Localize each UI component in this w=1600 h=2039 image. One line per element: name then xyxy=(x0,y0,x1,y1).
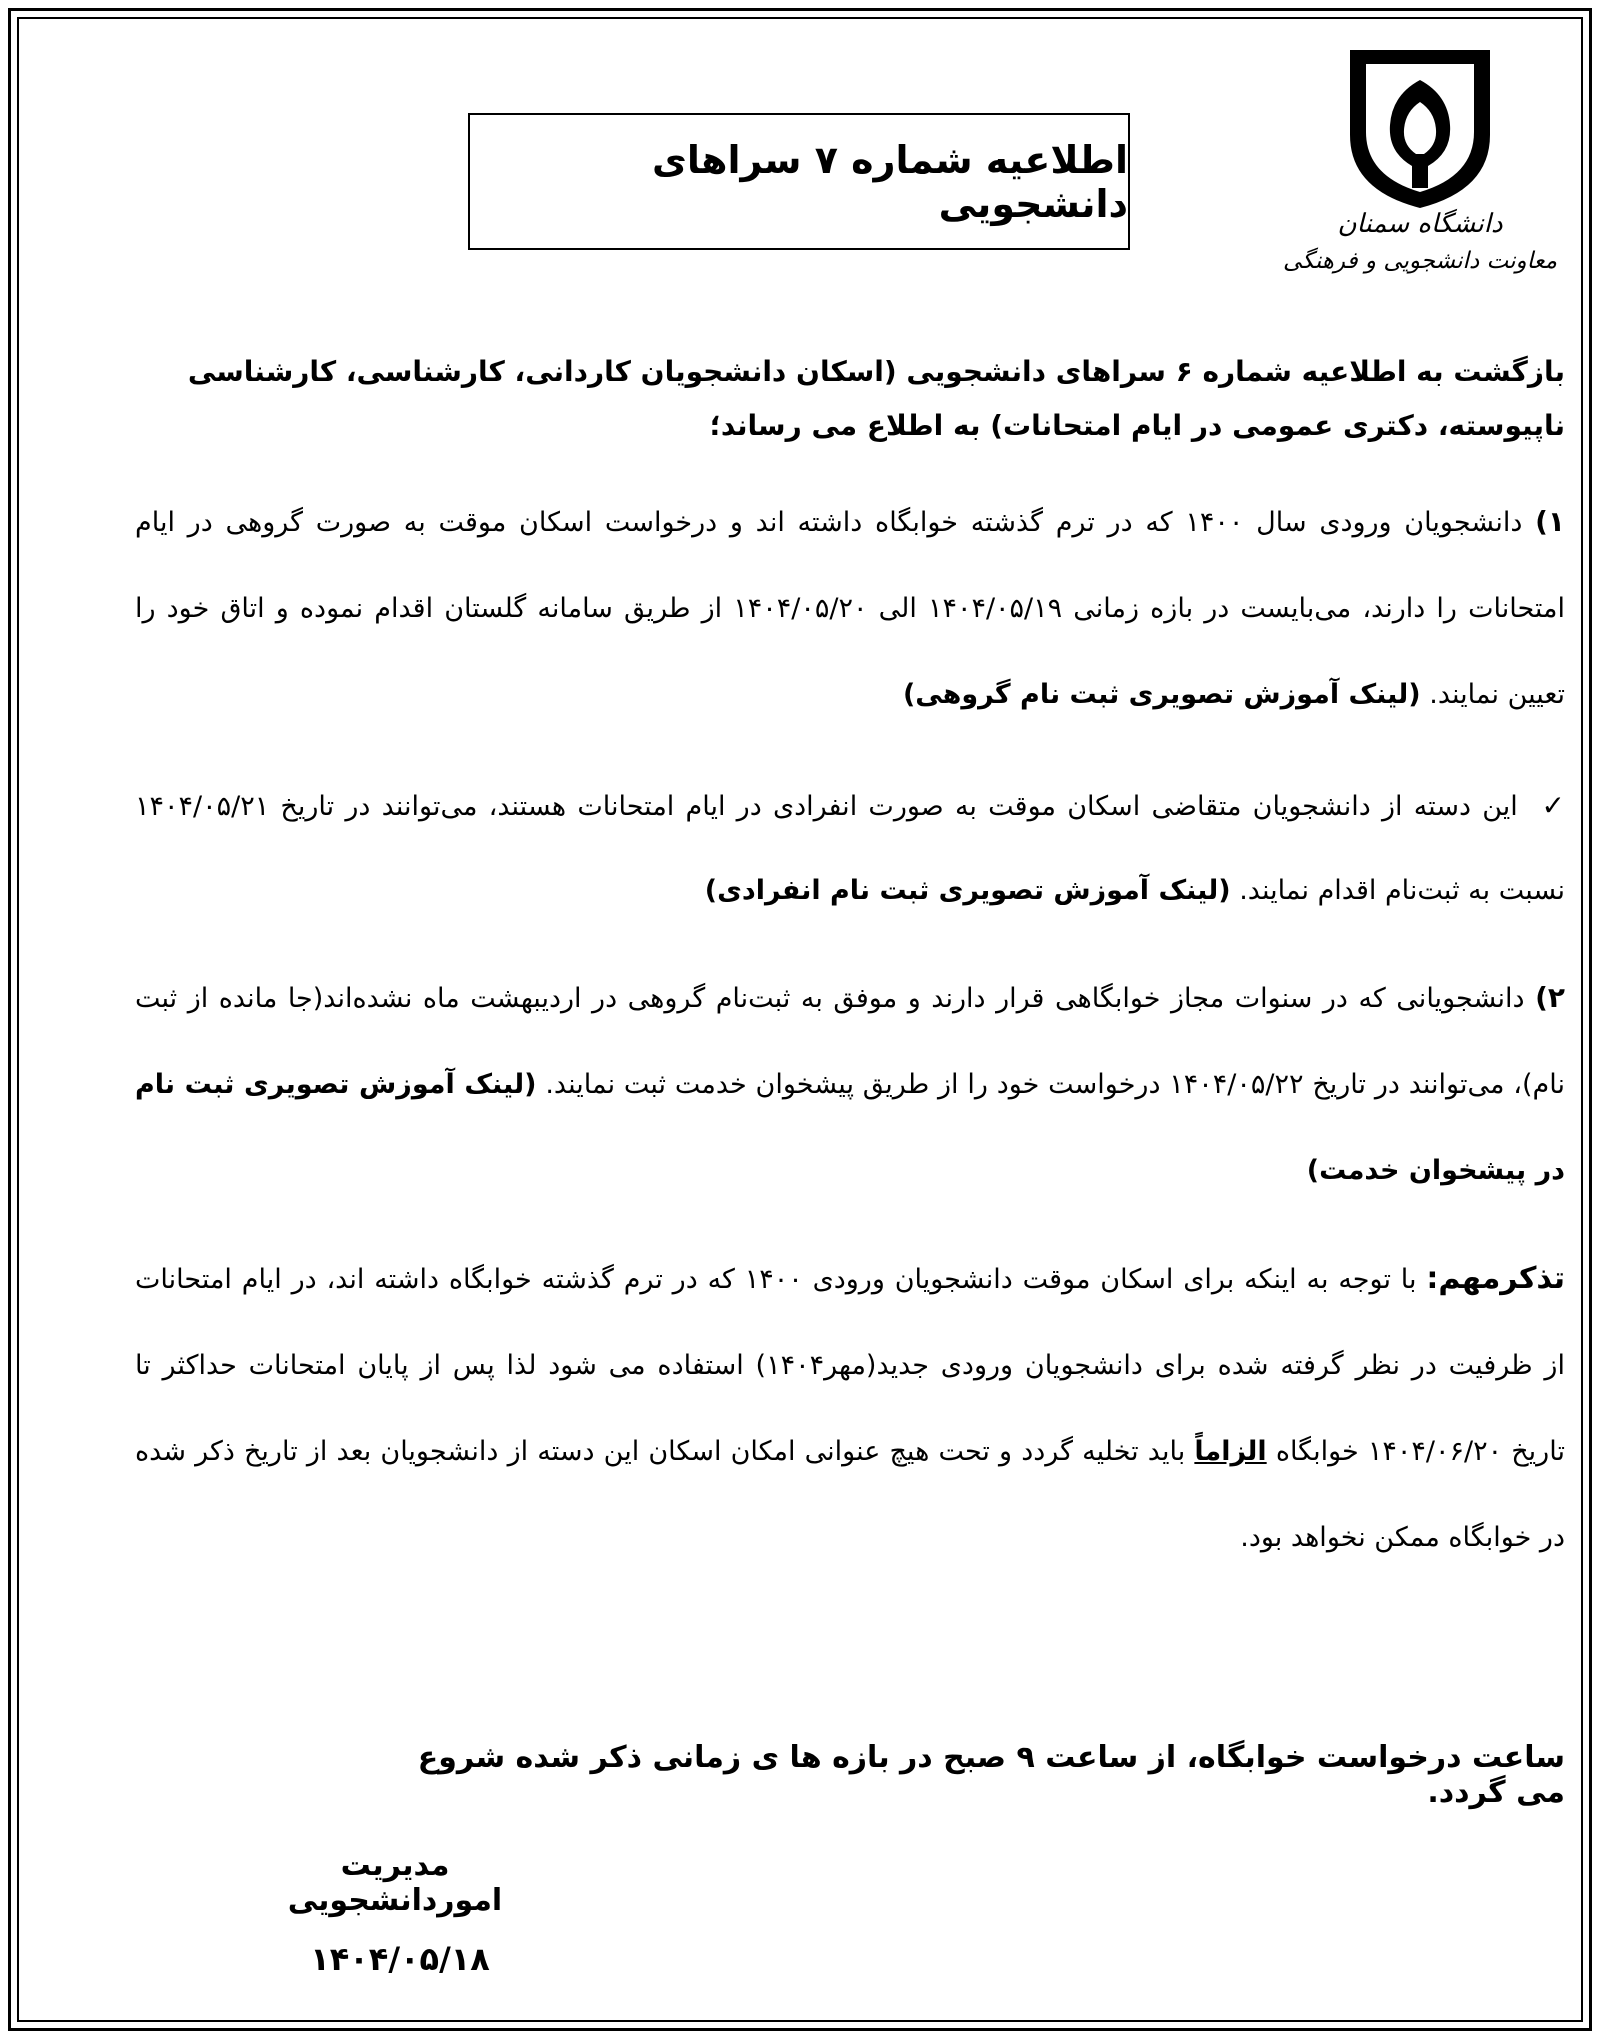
notice-title: اطلاعیه شماره ۷ سراهای دانشجویی xyxy=(652,137,1128,226)
notice-date: ۱۴۰۴/۰۵/۱۸ xyxy=(310,1940,490,1978)
svg-text:معاونت دانشجویی و فرهنگی: معاونت دانشجویی و فرهنگی xyxy=(1282,248,1558,274)
individual-registration-link[interactable]: (لینک آموزش تصویری ثبت نام انفرادی) xyxy=(704,875,1231,906)
reminder-paragraph xyxy=(135,1236,1565,1581)
semnan-university-logo-icon xyxy=(1282,40,1558,280)
bullet-item xyxy=(135,764,1565,933)
reminder-emphasis: الزاماً xyxy=(1194,1436,1267,1467)
item-2-number: ۲) xyxy=(1535,981,1565,1014)
intro-paragraph: بازگشت به اطلاعیه شماره ۶ سراهای دانشجویی (اسکان دانشجویان کاردانی، کارشناسی، کارشناسی ناپیوسته، دکتری عمومی در ایام امتحانات) به اطلاع می رساند؛ xyxy=(187,355,1565,442)
check-icon: ✓ xyxy=(1541,789,1565,822)
signature: مدیریت اموردانشجویی xyxy=(287,1848,503,1918)
reminder-label: تذکرمهم: xyxy=(1426,1261,1565,1296)
request-hours: ساعت درخواست خوابگاه، از ساعت ۹ صبح در بازه ها ی زمانی ذکر شده شروع می گردد. xyxy=(417,1740,1565,1810)
university-logo xyxy=(1282,40,1558,280)
reminder-text-after: باید تخلیه گردد و تحت هیچ عنوانی امکان اسکان این دسته از دانشجویان بعد از تاریخ ذکر شده در خوابگاه ممکن نخواهد بود. xyxy=(135,1436,1565,1553)
item-2-text: دانشجویانی که در سنوات مجاز خوابگاهی قرار دارند و موفق به ثبت‌نام گروهی در اردیبهشت ماه نشده‌اند(جا مانده از ثبت نام)، می‌توانند در تاریخ ۱۴۰۴/۰۵/۲۲ درخواست خود را از طریق پیشخوان خدمت ثبت نمایند. xyxy=(135,983,1565,1100)
item-1-text: دانشجویان ورودی سال ۱۴۰۰ که در ترم گذشته خوابگاه داشته اند و درخواست اسکان موقت به صورت گروهی در ایام امتحانات را دارند، می‌بایست در بازه زمانی ۱۴۰۴/۰۵/۱۹ الی ۱۴۰۴/۰۵/۲۰ از طریق سامانه گلستان اقدام نموده و اتاق خود را تعیین نمایند. xyxy=(135,507,1565,710)
service-desk-registration-link[interactable]: (لینک آموزش تصویری ثبت نام در پیشخوان خدمت) xyxy=(135,1069,1565,1186)
reminder-text-before: با توجه به اینکه برای اسکان موقت دانشجویان ورودی ۱۴۰۰ که در ترم گذشته خوابگاه داشته اند، در ایام امتحانات از ظرفیت در نظر گرفته شده برای دانشجویان ورودی جدید(مهر۱۴۰۴) استفاده می شود لذا پس از پایان امتحانات حداکثر تا تاریخ ۱۴۰۴/۰۶/۲۰ خوابگاه xyxy=(135,1264,1565,1467)
title-box xyxy=(468,113,1130,250)
item-1-number: ۱) xyxy=(1535,505,1566,538)
item-1 xyxy=(135,479,1565,738)
group-registration-link[interactable]: (لینک آموزش تصویری ثبت نام گروهی) xyxy=(902,679,1421,710)
item-2 xyxy=(135,955,1565,1214)
svg-text:دانشگاه سمنان: دانشگاه سمنان xyxy=(1337,209,1503,239)
bullet-text: این دسته از دانشجویان متقاضی اسکان موقت به صورت انفرادی در ایام امتحانات هستند، می‌توانند در تاریخ ۱۴۰۴/۰۵/۲۱ نسبت به ثبت‌نام اقدام نمایند. xyxy=(135,791,1565,906)
notice-body xyxy=(135,345,1565,1581)
